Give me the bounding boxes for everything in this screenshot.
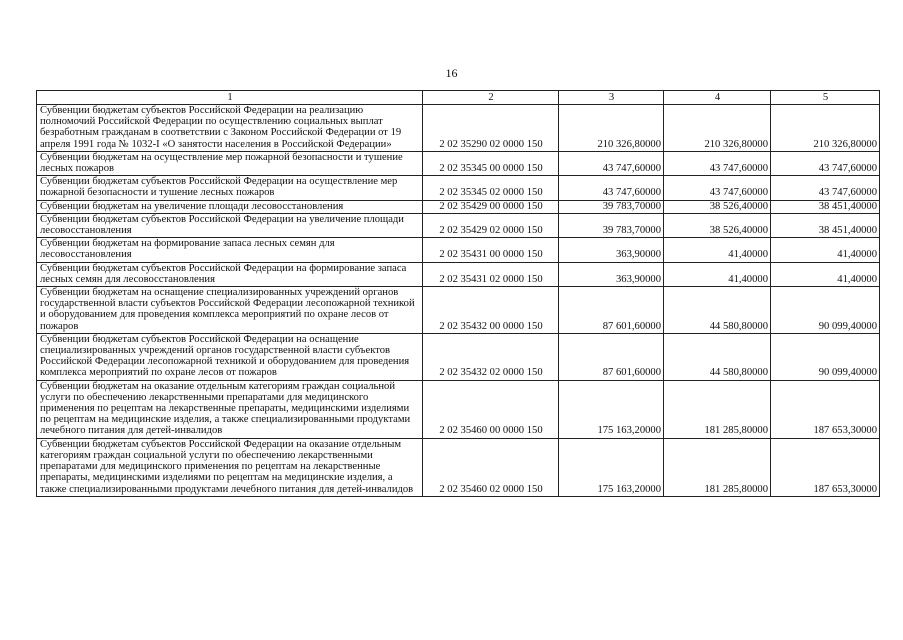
row-value-col3: 363,90000 bbox=[559, 262, 664, 286]
row-value-col3: 210 326,80000 bbox=[559, 105, 664, 152]
header-col-4: 4 bbox=[664, 91, 771, 105]
row-value-col5: 90 099,40000 bbox=[771, 333, 880, 380]
row-value-col5: 41,40000 bbox=[771, 238, 880, 262]
row-value-col4: 41,40000 bbox=[664, 238, 771, 262]
table-row bbox=[37, 438, 880, 496]
row-value-col4: 38 526,40000 bbox=[664, 200, 771, 213]
row-value-col5: 43 747,60000 bbox=[771, 176, 880, 200]
header-col-5: 5 bbox=[771, 91, 880, 105]
row-value-col3: 39 783,70000 bbox=[559, 200, 664, 213]
row-value-col4: 44 580,80000 bbox=[664, 333, 771, 380]
row-value-col3: 39 783,70000 bbox=[559, 213, 664, 237]
row-code: 2 02 35429 02 0000 150 bbox=[423, 213, 559, 237]
row-value-col4: 43 747,60000 bbox=[664, 151, 771, 175]
row-value-col3: 363,90000 bbox=[559, 238, 664, 262]
table-row bbox=[37, 333, 880, 380]
table-row bbox=[37, 151, 880, 175]
header-col-3: 3 bbox=[559, 91, 664, 105]
row-value-col3: 43 747,60000 bbox=[559, 151, 664, 175]
row-value-col3: 175 163,20000 bbox=[559, 438, 664, 496]
row-value-col4: 43 747,60000 bbox=[664, 176, 771, 200]
row-code: 2 02 35429 00 0000 150 bbox=[423, 200, 559, 213]
row-value-col5: 41,40000 bbox=[771, 262, 880, 286]
table-row bbox=[37, 105, 880, 152]
row-name: Субвенции бюджетам на оказание отдельным категориям граждан социальной услуги по обеспечению лекарственными препаратами для медицинского применения по рецептам на лекарственные препараты, медицинскими изделиями по рецептам на медицинские изделия, а также специализированными продуктами лечебного питания для детей-инвалидов bbox=[37, 380, 423, 438]
row-name: Субвенции бюджетам на увеличение площади лесовосстановления bbox=[37, 200, 423, 213]
row-code: 2 02 35345 02 0000 150 bbox=[423, 176, 559, 200]
header-col-1: 1 bbox=[37, 91, 423, 105]
row-name: Субвенции бюджетам на оснащение специализированных учреждений органов государственной власти субъектов Российской Федерации лесопожарной техникой и оборудованием для проведения комплекса мероприятий по охране лесов от пожаров bbox=[37, 287, 423, 334]
table-row bbox=[37, 200, 880, 213]
header-col-2: 2 bbox=[423, 91, 559, 105]
row-name: Субвенции бюджетам субъектов Российской Федерации на оказание отдельным категориям граждан социальной услуги по обеспечению лекарственными препаратами для медицинского применения по рецептам на лекарственные препараты, медицинскими изделиями по рецептам на медицинские изделия, а также специализированными продуктами лечебного питания для детей-инвалидов bbox=[37, 438, 423, 496]
header-row bbox=[37, 91, 880, 105]
table-body bbox=[37, 105, 880, 497]
row-value-col5: 38 451,40000 bbox=[771, 200, 880, 213]
row-value-col4: 41,40000 bbox=[664, 262, 771, 286]
row-value-col5: 38 451,40000 bbox=[771, 213, 880, 237]
row-name: Субвенции бюджетам на осуществление мер пожарной безопасности и тушение лесных пожаров bbox=[37, 151, 423, 175]
row-code: 2 02 35431 00 0000 150 bbox=[423, 238, 559, 262]
table-row bbox=[37, 176, 880, 200]
row-value-col5: 90 099,40000 bbox=[771, 287, 880, 334]
row-name: Субвенции бюджетам субъектов Российской Федерации на оснащение специализированных учреждений органов государственной власти субъектов Российской Федерации лесопожарной техникой и оборудованием для проведения комплекса мероприятий по охране лесов от пожаров bbox=[37, 333, 423, 380]
row-value-col3: 43 747,60000 bbox=[559, 176, 664, 200]
row-name: Субвенции бюджетам субъектов Российской Федерации на увеличение площади лесовосстановления bbox=[37, 213, 423, 237]
table-row bbox=[37, 213, 880, 237]
table-row bbox=[37, 238, 880, 262]
row-code: 2 02 35290 02 0000 150 bbox=[423, 105, 559, 152]
page-number: 16 bbox=[445, 66, 458, 80]
row-value-col5: 187 653,30000 bbox=[771, 438, 880, 496]
table-header bbox=[37, 91, 880, 105]
row-value-col4: 210 326,80000 bbox=[664, 105, 771, 152]
table-row bbox=[37, 380, 880, 438]
row-name: Субвенции бюджетам на формирование запаса лесных семян для лесовосстановления bbox=[37, 238, 423, 262]
row-value-col3: 87 601,60000 bbox=[559, 333, 664, 380]
budget-table bbox=[36, 90, 880, 497]
row-code: 2 02 35431 02 0000 150 bbox=[423, 262, 559, 286]
row-value-col4: 181 285,80000 bbox=[664, 438, 771, 496]
row-value-col4: 38 526,40000 bbox=[664, 213, 771, 237]
row-value-col3: 175 163,20000 bbox=[559, 380, 664, 438]
table-row bbox=[37, 262, 880, 286]
row-value-col5: 43 747,60000 bbox=[771, 151, 880, 175]
row-code: 2 02 35345 00 0000 150 bbox=[423, 151, 559, 175]
row-name: Субвенции бюджетам субъектов Российской Федерации на реализацию полномочий Российской Федерации по осуществлению социальных выплат безработным гражданам в соответствии с Законом Российской Федерации от 19 апреля 1991 года № 1032-I «О занятости населения в Российской Федерации» bbox=[37, 105, 423, 152]
row-value-col3: 87 601,60000 bbox=[559, 287, 664, 334]
row-code: 2 02 35460 00 0000 150 bbox=[423, 380, 559, 438]
table-row bbox=[37, 287, 880, 334]
row-name: Субвенции бюджетам субъектов Российской Федерации на осуществление мер пожарной безопасности и тушение лесных пожаров bbox=[37, 176, 423, 200]
row-value-col4: 181 285,80000 bbox=[664, 380, 771, 438]
row-code: 2 02 35432 00 0000 150 bbox=[423, 287, 559, 334]
row-code: 2 02 35460 02 0000 150 bbox=[423, 438, 559, 496]
row-value-col5: 210 326,80000 bbox=[771, 105, 880, 152]
row-value-col5: 187 653,30000 bbox=[771, 380, 880, 438]
row-value-col4: 44 580,80000 bbox=[664, 287, 771, 334]
row-code: 2 02 35432 02 0000 150 bbox=[423, 333, 559, 380]
row-name: Субвенции бюджетам субъектов Российской Федерации на формирование запаса лесных семян для лесовосстановления bbox=[37, 262, 423, 286]
